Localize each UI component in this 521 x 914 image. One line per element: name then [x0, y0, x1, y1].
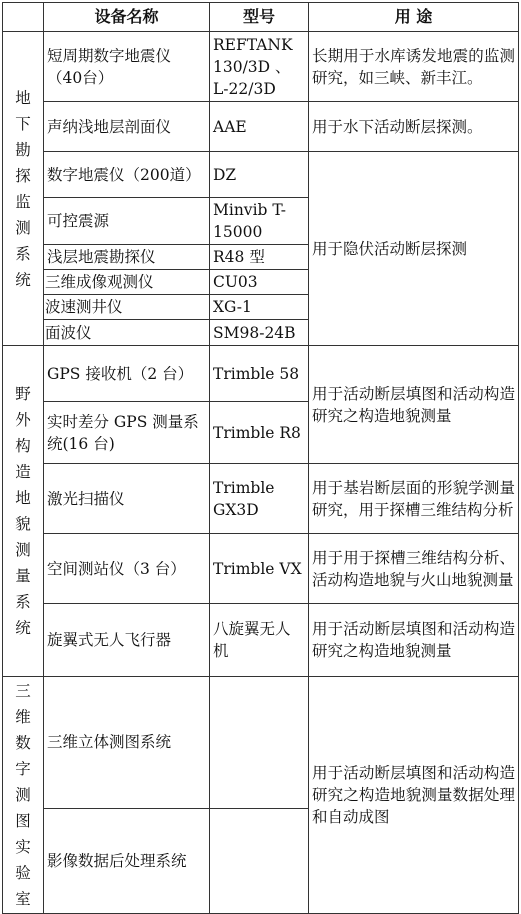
header-blank — [3, 3, 44, 32]
table-row — [3, 464, 519, 534]
device-name: 影像数据后处理系统 — [44, 808, 210, 913]
model-cell: Trimble GX3D — [210, 464, 309, 534]
usage-cell: 用于活动断层填图和活动构造研究之构造地貌测量 — [309, 604, 519, 677]
device-name: 三维成像观测仪 — [44, 270, 210, 295]
model-cell: 八旋翼无人机 — [210, 604, 309, 677]
device-name: 三维立体测图系统 — [44, 677, 210, 809]
table-row — [3, 32, 519, 102]
device-name: 声纳浅地层剖面仪 — [44, 102, 210, 152]
model-cell: Trimble R8 — [210, 402, 309, 464]
category-cell: 三维数字测图实验室 — [3, 677, 44, 914]
device-name: 实时差分 GPS 测量系统(16 台) — [44, 402, 210, 464]
model-cell: R48 型 — [210, 245, 309, 270]
device-name: GPS 接收机（2 台） — [44, 346, 210, 402]
device-name: 可控震源 — [44, 198, 210, 245]
device-name: 面波仪 — [44, 320, 210, 346]
usage-cell: 用于活动断层填图和活动构造研究之构造地貌测量 — [309, 346, 519, 464]
model-cell: XG-1 — [210, 295, 309, 320]
device-name: 浅层地震勘探仪 — [44, 245, 210, 270]
usage-cell: 用于用于探槽三维结构分析、活动构造地貌与火山地貌测量 — [309, 534, 519, 604]
model-cell: SM98-24B — [210, 320, 309, 346]
table-row — [3, 102, 519, 152]
device-name: 短周期数字地震仪（40台） — [44, 32, 210, 102]
model-cell: AAE — [210, 102, 309, 152]
usage-cell: 用于活动断层填图和活动构造研究之构造地貌测量数据处理和自动成图 — [309, 677, 519, 914]
usage-cell: 用于隐伏活动断层探测 — [309, 152, 519, 346]
device-name: 数字地震仪（200道） — [44, 152, 210, 198]
model-cell — [210, 677, 309, 809]
header-model: 型号 — [210, 3, 309, 32]
usage-cell: 长期用于水库诱发地震的监测研究，如三峡、新丰江。 — [309, 32, 519, 102]
table-row — [3, 346, 519, 402]
model-cell: REFTANK 130/3D 、L-22/3D — [210, 32, 309, 102]
device-name: 波速测井仪 — [44, 295, 210, 320]
table-row — [3, 677, 519, 809]
table-row — [3, 534, 519, 604]
header-row — [3, 3, 519, 32]
model-cell: Trimble VX — [210, 534, 309, 604]
device-name: 旋翼式无人飞行器 — [44, 604, 210, 677]
usage-cell: 用于基岩断层面的形貌学测量研究，用于探槽三维结构分析 — [309, 464, 519, 534]
model-cell: Trimble 58 — [210, 346, 309, 402]
model-cell: CU03 — [210, 270, 309, 295]
table-row — [3, 152, 519, 198]
model-cell: DZ — [210, 152, 309, 198]
equipment-table — [2, 2, 519, 914]
table-row — [3, 604, 519, 677]
category-cell: 野外构造地貌测量系统 — [3, 346, 44, 677]
device-name: 激光扫描仪 — [44, 464, 210, 534]
header-device-name: 设备名称 — [44, 3, 210, 32]
model-cell — [210, 808, 309, 913]
category-cell: 地下勘探监测系统 — [3, 32, 44, 346]
usage-cell: 用于水下活动断层探测。 — [309, 102, 519, 152]
device-name: 空间测站仪（3 台） — [44, 534, 210, 604]
model-cell: Minvib T-15000 — [210, 198, 309, 245]
header-usage: 用 途 — [309, 3, 519, 32]
